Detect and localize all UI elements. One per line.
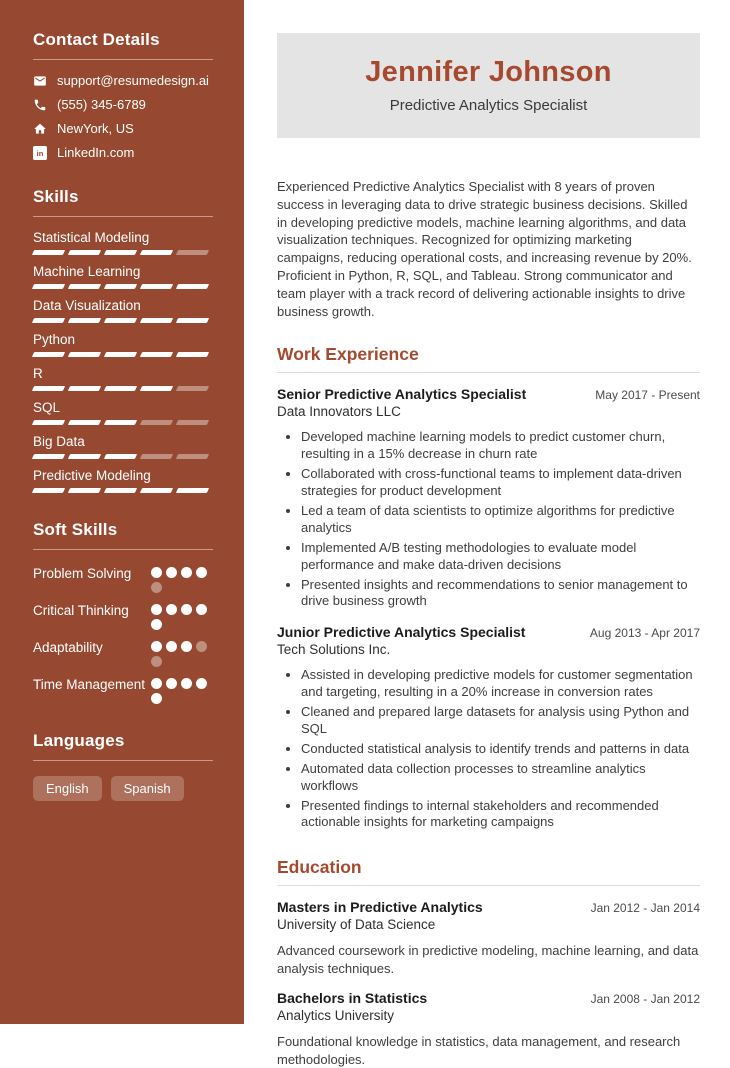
- skills-section: [33, 187, 213, 493]
- job-bullet: • Presented insights and recommendations to senior management to drive business growth: [301, 577, 700, 611]
- skill-level-segment: [32, 318, 65, 323]
- resume-main: [244, 0, 730, 1067]
- soft-skill-dots: [151, 675, 213, 704]
- soft-skill-dot: [166, 678, 177, 689]
- skill-level-segment: [68, 386, 101, 391]
- skill-level-segment: [68, 420, 101, 425]
- work-experience-section: [277, 344, 700, 831]
- contact-item-email: [33, 73, 213, 88]
- skill-level-segment: [104, 250, 137, 255]
- languages-section: [33, 731, 213, 801]
- skill-name: Data Visualization: [33, 298, 141, 313]
- soft-skill-dots: [151, 638, 213, 667]
- linkedin-icon: [33, 146, 47, 160]
- contact-item-phone: [33, 97, 213, 112]
- person-title: Predictive Analytics Specialist: [389, 97, 588, 114]
- skill-level-bar: [33, 420, 213, 425]
- job-bullet: • Presented findings to internal stakeholders and recommended actionable insights for marketing campaigns: [301, 798, 700, 832]
- skill-level-segment: [104, 488, 137, 493]
- education-dates: Jan 2008 - Jan 2012: [590, 992, 700, 1007]
- skill-row: [33, 366, 213, 391]
- soft-skill-dot: [181, 641, 192, 652]
- skill-level-segment: [140, 454, 173, 459]
- skill-level-segment: [32, 250, 65, 255]
- job-role: Senior Predictive Analytics Specialist: [277, 386, 527, 403]
- skill-level-segment: [104, 318, 137, 323]
- skill-level-segment: [140, 250, 173, 255]
- soft-skills-section: [33, 520, 213, 704]
- skill-level-segment: [68, 454, 101, 459]
- soft-skill-dot: [151, 619, 162, 630]
- soft-skill-dot: [151, 567, 162, 578]
- skill-level-segment: [140, 352, 173, 357]
- skills-section-title: Skills: [33, 187, 213, 217]
- contact-email-text: support@resumedesign.ai: [57, 73, 209, 88]
- skill-level-segment: [176, 284, 209, 289]
- skill-level-bar: [33, 250, 213, 255]
- email-icon: [33, 74, 47, 88]
- job-bullet: • Developed machine learning models to predict customer churn, resulting in a 15% decrease in churn rate: [301, 429, 700, 463]
- job-bullet: • Collaborated with cross-functional teams to implement data-driven strategies for product development: [301, 466, 700, 500]
- skill-level-segment: [104, 284, 137, 289]
- soft-skill-dot: [151, 604, 162, 615]
- job-role: Junior Predictive Analytics Specialist: [277, 624, 526, 641]
- skill-level-segment: [68, 318, 101, 323]
- soft-skill-dot: [196, 678, 207, 689]
- work-experience-title: Work Experience: [277, 344, 419, 365]
- soft-skill-dot: [196, 567, 207, 578]
- skill-level-segment: [140, 488, 173, 493]
- job-bullet: • Automated data collection processes to streamline analytics workflows: [301, 761, 700, 795]
- skill-level-segment: [68, 488, 101, 493]
- soft-skill-dots: [151, 564, 213, 593]
- skill-name: R: [33, 366, 43, 381]
- header-band: [277, 33, 700, 138]
- contact-section: [33, 30, 213, 160]
- education-header: [277, 899, 700, 915]
- soft-skill-dots: [151, 601, 213, 630]
- skill-level-segment: [32, 488, 65, 493]
- education-degree: Masters in Predictive Analytics: [277, 899, 483, 916]
- job-company: Tech Solutions Inc.: [277, 642, 391, 658]
- soft-skill-dot: [151, 693, 162, 704]
- skill-row: [33, 434, 213, 459]
- education-dates: Jan 2012 - Jan 2014: [590, 901, 700, 916]
- skill-level-segment: [32, 386, 65, 391]
- skill-level-segment: [176, 420, 209, 425]
- soft-skill-list: [33, 564, 213, 704]
- contact-linkedin-text: LinkedIn.com: [57, 145, 135, 160]
- job-bullet-list: [277, 429, 700, 610]
- skill-level-segment: [176, 386, 209, 391]
- soft-skill-row: [33, 675, 213, 704]
- skill-level-segment: [176, 250, 209, 255]
- skill-level-segment: [104, 386, 137, 391]
- skill-level-segment: [32, 352, 65, 357]
- contact-section-title: Contact Details: [33, 30, 213, 60]
- skill-level-segment: [32, 454, 65, 459]
- skill-level-segment: [68, 250, 101, 255]
- job-company: Data Innovators LLC: [277, 404, 401, 420]
- skill-row: [33, 332, 213, 357]
- education-school: University of Data Science: [277, 917, 436, 933]
- soft-skill-name: Critical Thinking: [33, 603, 129, 618]
- skill-level-bar: [33, 352, 213, 357]
- job-entry: [277, 624, 700, 831]
- person-name: Jennifer Johnson: [365, 56, 612, 88]
- skill-level-segment: [176, 488, 209, 493]
- skill-level-segment: [140, 386, 173, 391]
- education-school: Analytics University: [277, 1008, 395, 1024]
- soft-skill-dot: [151, 656, 162, 667]
- soft-skill-dot: [151, 582, 162, 593]
- skill-name: Statistical Modeling: [33, 230, 150, 245]
- soft-skill-dot: [166, 641, 177, 652]
- home-icon: [33, 122, 47, 136]
- contact-item-linkedin: [33, 145, 213, 160]
- soft-skill-dot: [166, 604, 177, 615]
- language-badge: Spanish: [111, 776, 184, 801]
- phone-icon: [33, 98, 47, 112]
- soft-skill-dot: [196, 641, 207, 652]
- skill-level-segment: [104, 420, 137, 425]
- job-bullet: • Cleaned and prepared large datasets for analysis using Python and SQL: [301, 704, 700, 738]
- languages-section-title: Languages: [33, 731, 213, 761]
- skill-list: [33, 230, 213, 493]
- skill-level-segment: [32, 284, 65, 289]
- education-entry: [277, 899, 700, 977]
- job-dates: May 2017 - Present: [595, 388, 700, 403]
- skill-level-bar: [33, 488, 213, 493]
- contact-phone-text: (555) 345-6789: [57, 97, 146, 112]
- skill-level-bar: [33, 318, 213, 323]
- skill-name: Python: [33, 332, 76, 347]
- skill-name: Predictive Modeling: [33, 468, 151, 483]
- education-title: Education: [277, 857, 362, 878]
- skill-level-segment: [176, 352, 209, 357]
- skill-level-segment: [176, 318, 209, 323]
- job-header: [277, 624, 700, 640]
- contact-item-location: [33, 121, 213, 136]
- job-bullet-list: [277, 667, 700, 831]
- soft-skill-dot: [196, 604, 207, 615]
- job-bullet: • Assisted in developing predictive models for customer segmentation and targeting, resulting in a 20% increase in conversion rates: [301, 667, 700, 701]
- summary-paragraph: Experienced Predictive Analytics Specialist with 8 years of proven success in leveraging data to drive strategic business decisions. Skilled in developing predictive models, machine learning algorithms, and data visualization techniques. Recognized for optimizing marketing campaigns, reducing operational costs, and increasing revenue by 20%. Proficient in Python, R, SQL, and Tableau. Strong communicator and team player with a track record of delivering actionable insights to drive business growth.: [277, 179, 692, 319]
- education-entry: [277, 990, 700, 1068]
- skill-level-segment: [104, 352, 137, 357]
- skill-level-bar: [33, 284, 213, 289]
- language-list: [33, 776, 213, 801]
- skill-row: [33, 468, 213, 493]
- skill-level-segment: [68, 284, 101, 289]
- skill-level-segment: [104, 454, 137, 459]
- job-entry: [277, 386, 700, 610]
- section-divider: [277, 885, 700, 886]
- soft-skill-name: Adaptability: [33, 640, 103, 655]
- job-header: [277, 386, 700, 402]
- soft-skill-row: [33, 601, 213, 630]
- education-description: Foundational knowledge in statistics, data management, and research methodologies.: [277, 1034, 681, 1067]
- skill-level-segment: [68, 352, 101, 357]
- skill-row: [33, 230, 213, 255]
- skill-level-segment: [140, 420, 173, 425]
- skill-level-segment: [32, 420, 65, 425]
- soft-skill-row: [33, 638, 213, 667]
- education-header: [277, 990, 700, 1006]
- section-divider: [277, 372, 700, 373]
- contact-list: [33, 73, 213, 160]
- soft-skills-section-title: Soft Skills: [33, 520, 213, 550]
- skill-name: Big Data: [33, 434, 85, 449]
- skill-row: [33, 400, 213, 425]
- skill-level-bar: [33, 454, 213, 459]
- contact-location-text: NewYork, US: [57, 121, 134, 136]
- skill-row: [33, 298, 213, 323]
- skill-name: Machine Learning: [33, 264, 141, 279]
- skill-level-segment: [176, 454, 209, 459]
- education-degree: Bachelors in Statistics: [277, 990, 428, 1007]
- education-section: [277, 857, 700, 1068]
- soft-skill-name: Problem Solving: [33, 566, 132, 581]
- soft-skill-dot: [181, 567, 192, 578]
- skill-level-segment: [140, 284, 173, 289]
- job-bullet: • Conducted statistical analysis to identify trends and patterns in data: [301, 741, 700, 758]
- job-dates: Aug 2013 - Apr 2017: [589, 626, 700, 641]
- soft-skill-dot: [181, 604, 192, 615]
- job-bullet: • Implemented A/B testing methodologies to evaluate model performance and make data-driven decisions: [301, 540, 700, 574]
- soft-skill-row: [33, 564, 213, 593]
- soft-skill-dot: [151, 678, 162, 689]
- soft-skill-dot: [166, 567, 177, 578]
- language-badge: English: [33, 776, 102, 801]
- soft-skill-dot: [181, 678, 192, 689]
- soft-skill-name: Time Management: [33, 677, 146, 692]
- skill-name: SQL: [33, 400, 61, 415]
- soft-skill-dot: [151, 641, 162, 652]
- skill-row: [33, 264, 213, 289]
- education-description: Advanced coursework in predictive modeling, machine learning, and data analysis techniques.: [277, 943, 699, 976]
- svg-text:in: in: [36, 148, 44, 158]
- skill-level-bar: [33, 386, 213, 391]
- skill-level-segment: [140, 318, 173, 323]
- sidebar: [0, 0, 244, 1024]
- job-bullet: • Led a team of data scientists to optimize algorithms for predictive analytics: [301, 503, 700, 537]
